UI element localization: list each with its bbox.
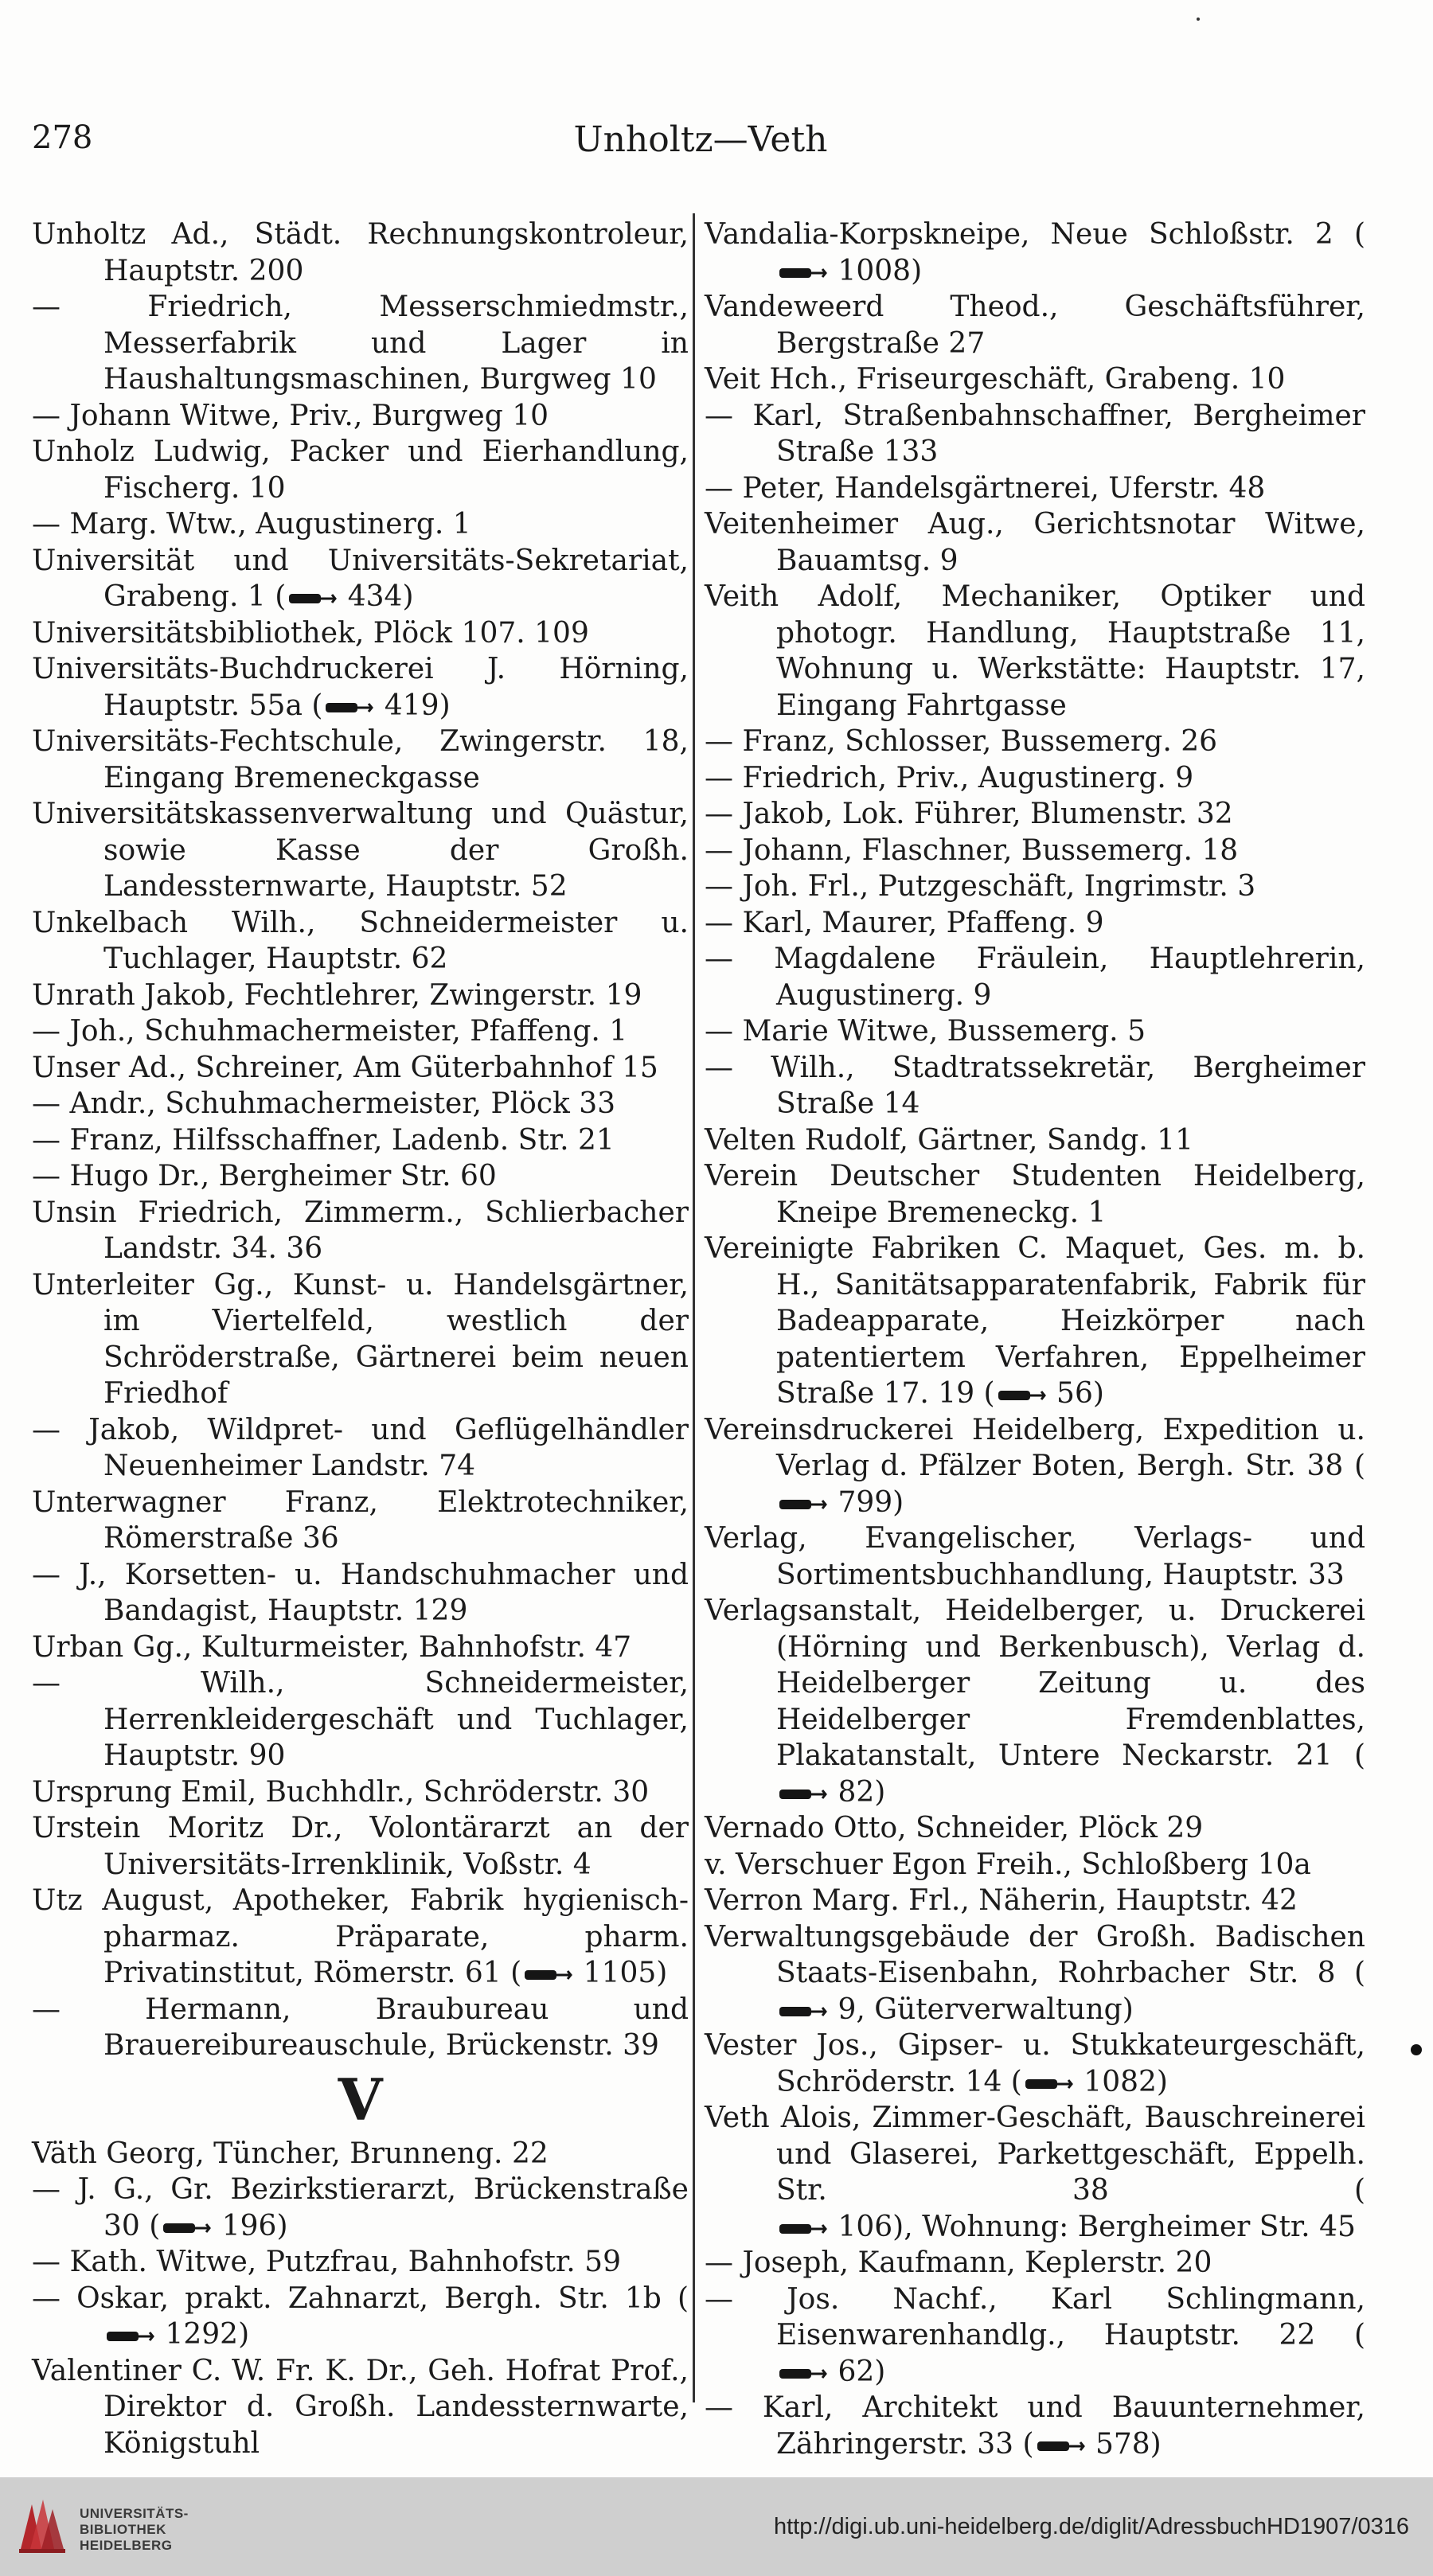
- directory-entry: [705, 470, 1365, 507]
- entry-text: Verwaltungsgebäude der Großh. Badischen Staats-Eisenbahn, Rohrbacher Str. 8 (: [705, 1920, 1365, 1989]
- directory-entry: [705, 217, 1365, 289]
- entry-text: Universität und Universitäts-Sekretariat, Grabeng. 1 (: [32, 544, 689, 613]
- directory-entry: [32, 651, 689, 724]
- directory-entry: [32, 796, 689, 905]
- telephone-handset-icon: [776, 1497, 829, 1512]
- directory-entry: [705, 724, 1365, 760]
- entry-text: Unterwagner Franz, Elektrotechniker, Römerstraße 36: [32, 1485, 689, 1555]
- entry-text: — Oskar, prakt. Zahnarzt, Bergh. Str. 1b (: [32, 2281, 689, 2315]
- phone-number: [776, 2355, 885, 2388]
- entry-text: Unkelbach Wilh., Schneidermeister u. Tuchlager, Hauptstr. 62: [32, 906, 689, 975]
- entry-text: Väth Georg, Tüncher, Brunneng. 22: [32, 2137, 549, 2170]
- directory-entry: [705, 2281, 1365, 2391]
- telephone-handset-icon: [160, 2221, 213, 2235]
- directory-entry: [705, 941, 1365, 1013]
- directory-entry: [32, 615, 689, 652]
- entry-text: Unholtz Ad., Städt. Rechnungskontroleur, Hauptstr. 200: [32, 218, 689, 287]
- directory-entry: [705, 1158, 1365, 1231]
- entry-text: Universitäts-Fechtschule, Zwingerstr. 18, Eingang Bremeneckgasse: [32, 725, 689, 794]
- entry-text: — Magdalene Fräulein, Hauptlehrerin, Augustinerg. 9: [705, 943, 1365, 1012]
- directory-entry: [32, 217, 689, 289]
- entry-text: — Friedrich, Priv., Augustinerg. 9: [705, 761, 1194, 794]
- phone-value: 1008): [838, 254, 923, 287]
- directory-entry: [32, 1013, 689, 1050]
- phone-value: 799): [838, 1485, 904, 1519]
- phone-value: 434): [347, 580, 414, 613]
- source-url[interactable]: http://digi.ub.uni-heidelberg.de/diglit/AdressbuchHD1907/0316: [773, 2514, 1409, 2539]
- entry-text: Veith Adolf, Mechaniker, Optiker und photogr. Handlung, Hauptstraße 11, Wohnung u. Werkstätte: Hauptstr. 17, Eingang Fahrtgasse: [705, 580, 1365, 722]
- entry-text: — Friedrich, Messerschmiedmstr., Messerfabrik und Lager in Haushaltungsmaschinen, Burgweg 10: [32, 291, 689, 396]
- entry-text: Universitätskassenverwaltung und Quästur, sowie Kasse der Großh. Landessternwarte, Hauptstr. 52: [32, 798, 689, 903]
- directory-entry: [705, 1520, 1365, 1593]
- entry-text: Vandeweerd Theod., Geschäftsführer, Bergstraße 27: [705, 291, 1365, 360]
- entry-text: — Hugo Dr., Bergheimer Str. 60: [32, 1160, 497, 1192]
- section-letter: V: [338, 2065, 383, 2133]
- entry-text: Vandalia-Korpskneipe, Neue Schloßstr. 2 (: [705, 218, 1365, 251]
- entry-text: Unser Ad., Schreiner, Am Güterbahnhof 15: [32, 1051, 658, 1084]
- page-title: Unholtz—Veth: [573, 119, 828, 160]
- entry-text: — Johann, Flaschner, Bussemerg. 18: [705, 833, 1239, 867]
- directory-entry: [705, 1593, 1365, 1810]
- directory-entry: [32, 1992, 689, 2064]
- left-column: [32, 217, 689, 2461]
- directory-entry: [32, 905, 689, 978]
- university-library-logo-icon: [16, 2493, 72, 2560]
- phone-number: [160, 2210, 287, 2242]
- entry-text: Unterleiter Gg., Kunst- u. Handelsgärtner, im Viertelfeld, westlich der Schröderstraße, Gärtnerei beim neuen Friedhof: [32, 1268, 689, 1410]
- directory-entry: [32, 1665, 689, 1774]
- entry-text: Vernado Otto, Schneider, Plöck 29: [705, 1812, 1204, 1844]
- directory-entry: [32, 1195, 689, 1267]
- entry-text: — Johann Witwe, Priv., Burgweg 10: [32, 399, 549, 432]
- entry-text: v. Verschuer Egon Freih., Schloßberg 10a: [705, 1848, 1311, 1881]
- phone-value: 62): [838, 2355, 886, 2388]
- entry-text: Vereinigte Fabriken C. Maquet, Ges. m. b. H., Sanitätsapparatenfabrik, Fabrik für Badeapparate, Heizkörper nach patentiertem Verfahren, Eppelheimer Straße 17. 19 (: [705, 1232, 1365, 1410]
- entry-text: — J. G., Gr. Bezirkstierarzt, Brückenstraße 30 (: [32, 2173, 689, 2242]
- footer-bar: [0, 2477, 1433, 2576]
- entry-text: — Joh., Schuhmachermeister, Pfaffeng. 1: [32, 1015, 628, 1048]
- page-header: [32, 119, 1369, 167]
- directory-entry: [32, 1412, 689, 1485]
- directory-entry: [705, 1013, 1365, 1050]
- phone-number: [322, 689, 450, 722]
- entry-text: Verlag, Evangelischer, Verlags- und Sortimentsbuchhandlung, Hauptstr. 33: [705, 1522, 1365, 1591]
- directory-entry: [32, 978, 689, 1014]
- entry-text: — Wilh., Stadtratssekretär, Bergheimer Straße 14: [705, 1051, 1365, 1120]
- entry-text: Velten Rudolf, Gärtner, Sandg. 11: [705, 1123, 1193, 1157]
- entry-text: — J., Korsetten- u. Handschuhmacher und Bandagist, Hauptstr. 129: [32, 1558, 689, 1627]
- entry-text: — Marg. Wtw., Augustinerg. 1: [32, 508, 471, 541]
- page-number: 278: [32, 119, 93, 156]
- directory-entry: [705, 2028, 1365, 2100]
- directory-entry: [32, 2244, 689, 2281]
- directory-entry: [705, 579, 1365, 724]
- directory-entry: [705, 1847, 1365, 1883]
- telephone-handset-icon: [1022, 2077, 1075, 2091]
- phone-value: 82): [838, 1775, 886, 1809]
- entry-text: — Marie Witwe, Bussemerg. 5: [705, 1015, 1146, 1048]
- directory-entry: [32, 1883, 689, 1992]
- directory-entry: [32, 1122, 689, 1159]
- directory-entry: [705, 1810, 1365, 1847]
- entry-text: Unrath Jakob, Fechtlehrer, Zwingerstr. 19: [32, 978, 642, 1012]
- directory-entry: [32, 2136, 689, 2172]
- directory-entry: [32, 2281, 689, 2353]
- entry-text: Valentiner C. W. Fr. K. Dr., Geh. Hofrat Prof., Direktor d. Großh. Landessternwarte, Königstuhl: [32, 2354, 689, 2460]
- phone-number: [776, 1993, 1134, 2026]
- directory-entry: [32, 2353, 689, 2462]
- directory-entry: [32, 1050, 689, 1087]
- entry-text: Universitätsbibliothek, Plöck 107. 109: [32, 616, 589, 650]
- directory-entry: [705, 760, 1365, 797]
- phone-value: 1292): [165, 2318, 250, 2351]
- directory-entry: [705, 796, 1365, 833]
- directory-entry: [705, 361, 1365, 398]
- phone-number: [521, 1957, 667, 1989]
- directory-entry: [705, 2390, 1365, 2462]
- phone-number: [776, 255, 922, 287]
- telephone-handset-icon: [776, 2004, 829, 2019]
- entry-text: — Wilh., Schneidermeister, Herrenkleidergeschäft und Tuchlager, Hauptstr. 90: [32, 1667, 689, 1772]
- entry-text: Urstein Moritz Dr., Volontärarzt an der Universitäts-Irrenklinik, Voßstr. 4: [32, 1812, 689, 1881]
- phone-value: 1105): [583, 1957, 668, 1989]
- telephone-handset-icon: [995, 1388, 1048, 1403]
- phone-number: [286, 580, 413, 613]
- phone-value: 578): [1095, 2427, 1162, 2461]
- directory-entry: [32, 1086, 689, 1122]
- directory-entry: [705, 1883, 1365, 1919]
- directory-entry: [705, 833, 1365, 869]
- telephone-handset-icon: [286, 591, 338, 606]
- telephone-handset-icon: [776, 2222, 829, 2236]
- directory-entry: [32, 724, 689, 796]
- entry-text: Veth Alois, Zimmer-Geschäft, Bauschreinerei und Glaserei, Parkettgeschäft, Eppelh. Str. 38 (: [705, 2102, 1365, 2207]
- phone-number: [103, 2318, 249, 2351]
- entry-text: Vereinsdruckerei Heidelberg, Expedition u. Verlag d. Pfälzer Boten, Bergh. Str. 38 (: [705, 1413, 1365, 1482]
- directory-entry: [705, 289, 1365, 361]
- directory-entry: [32, 1267, 689, 1412]
- directory-entry: [705, 1122, 1365, 1159]
- telephone-handset-icon: [1034, 2439, 1087, 2453]
- library-name: UNIVERSITÄTS- BIBLIOTHEK HEIDELBERG: [80, 2506, 189, 2553]
- directory-entry: [705, 2245, 1365, 2281]
- directory-entry: [32, 1485, 689, 1557]
- entry-text: Veitenheimer Aug., Gerichtsnotar Witwe, Bauamtsg. 9: [705, 508, 1365, 577]
- phone-value: 106), Wohnung: Bergheimer Str. 45: [838, 2210, 1356, 2243]
- telephone-handset-icon: [103, 2329, 156, 2344]
- entry-text: — Jakob, Wildpret- und Geflügelhändler Neuenheimer Landstr. 74: [32, 1413, 689, 1482]
- entry-text: — Karl, Maurer, Pfaffeng. 9: [705, 906, 1104, 939]
- entry-text: Utz August, Apotheker, Fabrik hygienisch-pharmaz. Präparate, pharm. Privatinstitut, Römerstr. 61 (: [32, 1884, 689, 1989]
- entry-text: — Hermann, Braubureau und Brauereibureauschule, Brückenstr. 39: [32, 1992, 689, 2062]
- phone-number: [995, 1377, 1104, 1410]
- phone-value: 56): [1056, 1377, 1104, 1410]
- phone-value: 419): [384, 689, 451, 722]
- directory-entry: [705, 1919, 1365, 2028]
- directory-entry: [32, 289, 689, 398]
- entry-text: Ursprung Emil, Buchhdlr., Schröderstr. 30: [32, 1775, 650, 1809]
- directory-entry: [705, 1412, 1365, 1521]
- telephone-handset-icon: [776, 2367, 829, 2381]
- phone-number: [1022, 2066, 1168, 2098]
- scan-speck: [1197, 18, 1200, 21]
- phone-value: 196): [221, 2209, 288, 2242]
- entry-text: — Joh. Frl., Putzgeschäft, Ingrimstr. 3: [705, 870, 1256, 903]
- telephone-handset-icon: [322, 701, 375, 715]
- directory-entry: [705, 868, 1365, 905]
- directory-entry: [705, 1050, 1365, 1122]
- entry-text: — Franz, Schlosser, Bussemerg. 26: [705, 725, 1218, 758]
- directory-entry: [32, 434, 689, 506]
- entry-text: — Kath. Witwe, Putzfrau, Bahnhofstr. 59: [32, 2246, 621, 2278]
- entry-text: Verein Deutscher Studenten Heidelberg, Kneipe Bremeneckg. 1: [705, 1160, 1365, 1229]
- entry-text: — Jakob, Lok. Führer, Blumenstr. 32: [705, 798, 1233, 830]
- entry-text: — Andr., Schuhmachermeister, Plöck 33: [32, 1087, 616, 1120]
- entry-text: — Peter, Handelsgärtnerei, Uferstr. 48: [705, 471, 1266, 505]
- phone-number: [1034, 2428, 1162, 2461]
- entry-text: — Karl, Architekt und Bauunternehmer, Zähringerstr. 33 (: [705, 2391, 1365, 2461]
- directory-entry: [32, 1810, 689, 1883]
- right-column: [705, 217, 1365, 2462]
- directory-entry: [705, 2100, 1365, 2245]
- telephone-handset-icon: [776, 266, 829, 280]
- telephone-handset-icon: [521, 1968, 574, 1982]
- phone-number: [776, 1486, 904, 1519]
- entry-text: Vester Jos., Gipser- u. Stukkateurgeschäft, Schröderstr. 14 (: [705, 2029, 1365, 2098]
- entry-text: Unsin Friedrich, Zimmerm., Schlierbacher Landstr. 34. 36: [32, 1196, 689, 1265]
- phone-value: 9, Güterverwaltung): [838, 1992, 1134, 2026]
- entry-text: Verron Marg. Frl., Näherin, Hauptstr. 42: [705, 1884, 1298, 1917]
- entry-text: Universitäts-Buchdruckerei J. Hörning, Hauptstr. 55a (: [32, 653, 689, 722]
- entry-text: Urban Gg., Kulturmeister, Bahnhofstr. 47: [32, 1630, 632, 1664]
- entry-text: — Joseph, Kaufmann, Keplerstr. 20: [705, 2246, 1212, 2279]
- directory-entry: [32, 1774, 689, 1811]
- telephone-handset-icon: [776, 1787, 829, 1801]
- directory-entry: [32, 506, 689, 543]
- entry-text: Veit Hch., Friseurgeschäft, Grabeng. 10: [705, 363, 1286, 396]
- entry-text: — Franz, Hilfsschaffner, Ladenb. Str. 21: [32, 1123, 615, 1157]
- directory-entry: [32, 1158, 689, 1195]
- directory-entry: [705, 506, 1365, 579]
- directory-entry: [32, 543, 689, 615]
- margin-dot: [1411, 2044, 1422, 2055]
- directory-entry: [32, 1557, 689, 1630]
- entry-text: Unholz Ludwig, Packer und Eierhandlung, Fischerg. 10: [32, 435, 689, 505]
- phone-number: [776, 1776, 885, 1809]
- phone-value: 1082): [1084, 2065, 1168, 2098]
- directory-entry: [705, 398, 1365, 470]
- entry-text: Verlagsanstalt, Heidelberger, u. Druckerei (Hörning und Berkenbusch), Verlag d. Heidelberger Zeitung u. des Heidelberger Fremdenblattes, Plakatanstalt, Untere Neckarstr. 21 (: [705, 1594, 1365, 1772]
- directory-entry: [32, 398, 689, 435]
- directory-entry: [32, 2172, 689, 2244]
- column-divider: [693, 213, 695, 2402]
- directory-entry: [705, 905, 1365, 942]
- phone-number: [776, 2211, 1356, 2243]
- entry-text: — Jos. Nachf., Karl Schlingmann, Eisenwarenhandlg., Hauptstr. 22 (: [705, 2282, 1365, 2352]
- directory-entry: [705, 1231, 1365, 1412]
- entry-text: — Karl, Straßenbahnschaffner, Bergheimer Straße 133: [705, 399, 1365, 468]
- directory-entry: [32, 1630, 689, 1666]
